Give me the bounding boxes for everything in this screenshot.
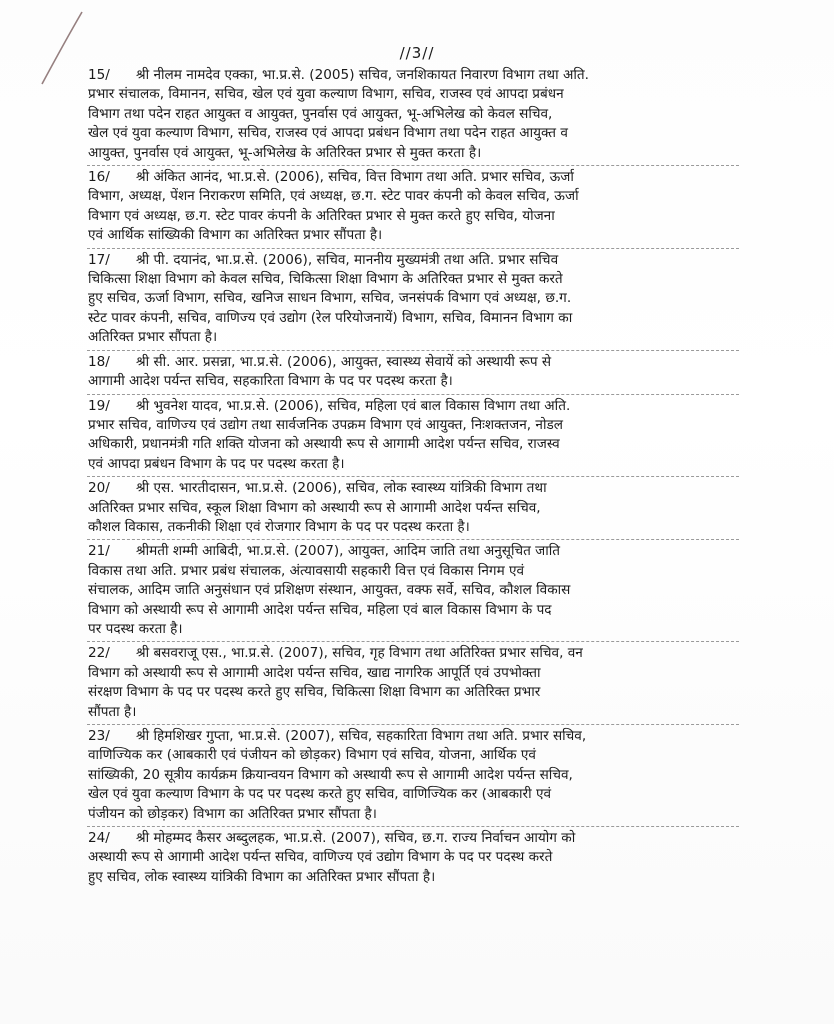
entry-line: चिकित्सा शिक्षा विभाग को केवल सचिव, चिकित्सा शिक्षा विभाग के अतिरिक्त प्रभार से मुक्त करते [88,271,563,288]
entry-number: 16/ [88,169,110,186]
entry-line: विभाग को अस्थायी रूप से आगामी आदेश पर्यन्त सचिव, खाद्य नागरिक आपूर्ति एवं उपभोक्ता [88,664,541,681]
entry-separator [87,539,739,540]
entry-number: 23/ [88,728,110,744]
entry-line: संरक्षण विभाग के पद पर पदस्थ करते हुए सचिव, चिकित्सा शिक्षा विभाग का अतिरिक्त प्रभार [88,684,541,701]
entry-line: श्री सी. आर. प्रसन्ना, भा.प्र.से. (2006), आयुक्त, स्वास्थ्य सेवायें को अस्थायी रूप से [136,353,552,370]
entry-separator [87,394,739,395]
entry-number: 24/ [88,830,110,847]
entry-number: 19/ [88,397,110,414]
order-entry [88,251,738,348]
order-entry [88,168,738,246]
entry-separator [87,350,739,351]
entry-line: श्री पी. दयानंद, भा.प्र.से. (2006), सचिव, माननीय मुख्यमंत्री तथा अति. प्रभार सचिव [136,251,559,268]
entry-line: हुए सचिव, लोक स्वास्थ्य यांत्रिकी विभाग का अतिरिक्त प्रभार सौंपता है। [88,868,436,885]
entry-line: श्रीमती शम्मी आबिदी, भा.प्र.से. (2007), आयुक्त, आदिम जाति तथा अनुसूचित जाति [136,543,561,560]
entry-line: एवं आर्थिक सांख्यिकी विभाग का अतिरिक्त प्रभार सौंपता है। [88,227,383,244]
entry-line: विभाग, अध्यक्ष, पेंशन निराकरण समिति, एवं अध्यक्ष, छ.ग. स्टेट पावर कंपनी को केवल सचिव, ऊर्जा [88,188,579,205]
entry-line: विभाग एवं अध्यक्ष, छ.ग. स्टेट पावर कंपनी के अतिरिक्त प्रभार से मुक्त करते हुए सचिव, योजना [88,207,555,224]
entry-separator [87,641,739,642]
entry-line: श्री हिमशिखर गुप्ता, भा.प्र.से. (2007), सचिव, सहकारिता विभाग तथा अति. प्रभार सचिव, [136,728,587,744]
entry-line: विभाग को अस्थायी रूप से आगामी आदेश पर्यन्त सचिव, महिला एवं बाल विकास विभाग के पद [88,601,552,618]
order-entry [88,66,738,163]
order-entry [88,727,738,824]
order-entry [88,542,738,639]
entry-line: अतिरिक्त प्रभार सचिव, स्कूल शिक्षा विभाग को अस्थायी रूप से आगामी आदेश पर्यन्त सचिव, [88,499,541,516]
entry-line: एवं आपदा प्रबंधन विभाग के पद पर पदस्थ करता है। [88,455,345,472]
entry-number: 17/ [88,251,110,268]
entry-line: अतिरिक्त प्रभार सौंपता है। [88,329,218,346]
entry-separator [87,724,739,725]
entry-line: विभाग तथा पदेन राहत आयुक्त व आयुक्त, पुनर्वास एवं आयुक्त, भू-अभिलेख को केवल सचिव, [88,105,553,122]
document-body [88,66,738,892]
entry-separator [87,165,739,166]
entry-number: 18/ [88,353,110,370]
entry-line: अधिकारी, प्रधानमंत्री गति शक्ति योजना को अस्थायी रूप से आगामी आदेश पर्यन्त सचिव, राजस्व [88,436,560,453]
entry-line: श्री बसवराजू एस., भा.प्र.से. (2007), सचिव, गृह विभाग तथा अतिरिक्त प्रभार सचिव, वन [136,645,583,662]
entry-line: कौशल विकास, तकनीकी शिक्षा एवं रोजगार विभाग के पद पर पदस्थ करता है। [88,518,470,535]
entry-number: 21/ [88,543,110,560]
entry-line: वाणिज्यिक कर (आबकारी एवं पंजीयन को छोड़कर) विभाग एवं सचिव, योजना, आर्थिक एवं [88,747,536,764]
entry-line: सौंपता है। [88,703,137,720]
entry-line: श्री अंकित आनंद, भा.प्र.से. (2006), सचिव, वित्त विभाग तथा अति. प्रभार सचिव, ऊर्जा [136,169,574,186]
entry-line: प्रभार सचिव, वाणिज्य एवं उद्योग तथा सार्वजनिक उपक्रम विभाग एवं आयुक्त, निःशक्तजन, नोडल [88,416,563,433]
entry-line: पर पदस्थ करता है। [88,620,183,637]
page-number: //3// [399,44,435,62]
order-entry [88,479,738,537]
entry-line: सांख्यिकी, 20 सूत्रीय कार्यक्रम क्रियान्वयन विभाग को अस्थायी रूप से आगामी आदेश पर्यन्त सचिव, [88,766,573,783]
entry-separator [87,248,739,249]
entry-line: अस्थायी रूप से आगामी आदेश पर्यन्त सचिव, वाणिज्य एवं उद्योग विभाग के पद पर पदस्थ करते [88,849,553,866]
order-entry [88,397,738,475]
entry-line: खेल एवं युवा कल्याण विभाग के पद पर पदस्थ करते हुए सचिव, वाणिज्यिक कर (आबकारी एवं [88,786,552,803]
entry-number: 15/ [88,67,110,83]
entry-separator [87,476,739,477]
entry-line: श्री भुवनेश यादव, भा.प्र.से. (2006), सचिव, महिला एवं बाल विकास विभाग तथा अति. [136,397,571,414]
entry-line: श्री नीलम नामदेव एक्का, भा.प्र.से. (2005) सचिव, जनशिकायत निवारण विभाग तथा अति. [136,67,589,83]
entry-separator [87,826,739,827]
entry-line: आगामी आदेश पर्यन्त सचिव, सहकारिता विभाग के पद पर पदस्थ करता है। [88,373,453,390]
entry-line: प्रभार संचालक, विमानन, सचिव, खेल एवं युवा कल्याण विभाग, सचिव, राजस्व एवं आपदा प्रबंधन [88,86,564,103]
entry-line: खेल एवं युवा कल्याण विभाग, सचिव, राजस्व एवं आपदा प्रबंधन विभाग तथा पदेन राहत आयुक्त व [88,125,568,142]
entry-line: हुए सचिव, ऊर्जा विभाग, सचिव, खनिज साधन विभाग, सचिव, जनसंपर्क विभाग एवं अध्यक्ष, छ.ग. [88,290,572,307]
entry-line: संचालक, आदिम जाति अनुसंधान एवं प्रशिक्षण संस्थान, आयुक्त, वक्फ सर्वे, सचिव, कौशल विकास [88,582,571,599]
entry-line: स्टेट पावर कंपनी, सचिव, वाणिज्य एवं उद्योग (रेल परियोजनायें) विभाग, सचिव, विमानन विभाग का [88,309,573,326]
entry-line: श्री एस. भारतीदासन, भा.प्र.से. (2006), सचिव, लोक स्वास्थ्य यांत्रिकी विभाग तथा [136,480,547,497]
entry-number: 20/ [88,480,110,497]
entry-line: पंजीयन को छोड़कर) विभाग का अतिरिक्त प्रभार सौंपता है। [88,805,377,822]
entry-line: आयुक्त, पुनर्वास एवं आयुक्त, भू-अभिलेख के अतिरिक्त प्रभार से मुक्त करता है। [88,144,482,161]
order-entry [88,644,738,722]
order-entry [88,353,738,392]
entry-line: विकास तथा अति. प्रभार प्रबंध संचालक, अंत्यावसायी सहकारी वित्त एवं विकास निगम एवं [88,562,525,579]
entry-number: 22/ [88,645,110,662]
order-entry [88,829,738,887]
entry-line: श्री मोहम्मद कैसर अब्दुलहक, भा.प्र.से. (2007), सचिव, छ.ग. राज्य निर्वाचन आयोग को [136,830,576,847]
